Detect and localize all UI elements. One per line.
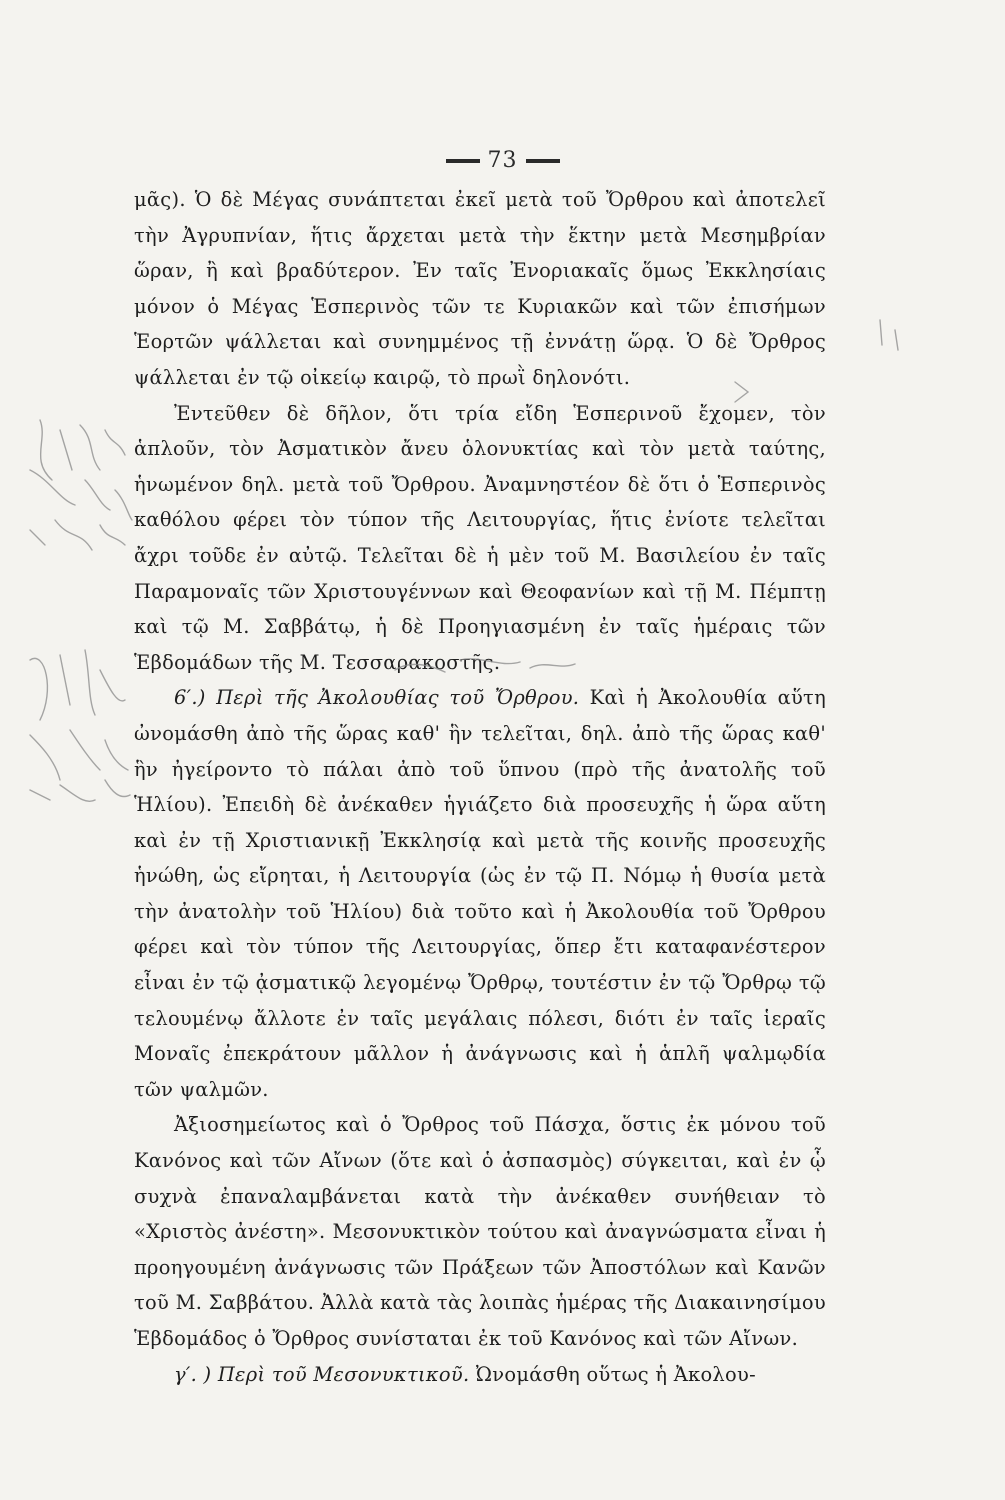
paragraph-3-text: Καὶ ἡ Ἀκολουθία αὕτη ὠνομάσθη ἀπὸ τῆς ὥρας καθ' ἣν τελεῖται, δηλ. ἀπὸ τῆς ὥρας καθ' ἣν ἠγείροντο τὸ πάλαι ἀπὸ τοῦ ὕπνου (πρὸ τῆς ἀνατολῆς τοῦ Ἡλίου). Ἐπειδὴ δὲ ἀνέκαθεν ἡγιάζετο διὰ προσευχῆς ἡ ὥρα αὕτη καὶ ἐν τῇ Χριστιανικῇ Ἐκκλησίᾳ καὶ μετὰ τῆς κοινῆς προσευχῆς ἡνώθη, ὡς εἴρηται, ἡ Λειτουργία (ὡς ἐν τῷ Π. Νόμῳ ἡ θυσία μετὰ τὴν ἀνατολὴν τοῦ Ἡλίου) διὰ τοῦτο καὶ ἡ Ἀκολουθία τοῦ Ὄρθρου φέρει καὶ τὸν τύπον τῆς Λειτουργίας, ὅπερ ἔτι καταφανέστερον εἶναι ἐν τῷ ᾀσματικῷ λεγομένῳ Ὄρθρῳ, τουτέστιν ἐν τῷ Ὄρθρῳ τῷ τελουμένῳ ἄλλοτε ἐν ταῖς μεγάλαις πόλεσι, διότι ἐν ταῖς ἱεραῖς Μοναῖς ἐπεκράτουν μᾶλλον ἡ ἀνάγνωσις καὶ ἡ ἁπλῆ ψαλμῳδία τῶν ψαλμῶν. [134,686,826,1101]
paragraph-4-text: Ἀξιοσημείωτος καὶ ὁ Ὄρθρος τοῦ Πάσχα, ὅστις ἐκ μόνου τοῦ Κανόνος καὶ τῶν Αἴνων (ὅτε καὶ ὁ ἀσπασμὸς) σύγκειται, καὶ ἐν ᾧ συχνὰ ἐπαναλαμβάνεται κατὰ τὴν ἀνέκαθεν συνήθειαν τὸ «Χριστὸς ἀνέστη». Μεσονυκτικὸν τούτου καὶ ἀναγνώσματα εἶναι ἡ προηγουμένη ἀνάγνωσις τῶν Πράξεων τῶν Ἀποστόλων καὶ Κανῶν τοῦ Μ. Σαββάτου. Ἀλλὰ κατὰ τὰς λοιπὰς ἡμέρας τῆς Διακαινησίμου Ἑβδομάδος ὁ Ὄρθρος συνίσταται ἐκ τοῦ Κανόνος καὶ τῶν Αἴνων. [134,1113,826,1350]
margin-scribble-4 [30,650,125,720]
paragraph-3 [134,680,826,1107]
margin-scribble-5 [30,730,128,780]
section-heading-mesonyktikon: γ′. ) Περὶ τοῦ Μεσονυκτικοῦ. [174,1362,470,1386]
paragraph-2-text: Ἐντεῦθεν δὲ δῆλον, ὅτι τρία εἴδη Ἑσπερινοῦ ἔχομεν, τὸν ἁπλοῦν, τὸν Ἀσματικὸν ἄνευ ὁλονυκτίας καὶ τὸν μετὰ ταύτης, ἡνωμένον δηλ. μετὰ τοῦ Ὄρθρου. Ἀναμνηστέον δὲ ὅτι ὁ Ἑσπερινὸς καθόλου φέρει τὸν τύπον τῆς Λειτουργίας, ἥτις ἐνίοτε τελεῖται ἄχρι τοῦδε ἐν αὐτῷ. Τελεῖται δὲ ἡ μὲν τοῦ Μ. Βασιλείου ἐν ταῖς Παραμοναῖς τῶν Χριστουγέννων καὶ Θεοφανίων καὶ τῇ Μ. Πέμπτῃ καὶ τῷ Μ. Σαββάτῳ, ἡ δὲ Προηγιασμένη ἐν ταῖς ἡμέραις τῶν Ἑβδομάδων τῆς Μ. Τεσσαρακοστῆς. [134,401,826,674]
paragraph-4 [134,1107,826,1356]
section-heading-orthros: 6′.) Περὶ τῆς Ἀκολουθίας τοῦ Ὄρθρου. [174,686,580,710]
body-text [134,182,826,1392]
page-number-dash-right [526,159,560,163]
paragraph-1-text: μᾶς). Ὁ δὲ Μέγας συνάπτεται ἐκεῖ μετὰ τοῦ Ὄρθρου καὶ ἀποτελεῖ τὴν Ἀγρυπνίαν, ἥτις ἄρχεται μετὰ τὴν ἕκτην μετὰ Μεσημβρίαν ὥραν, ἢ καὶ βραδύτερον. Ἐν ταῖς Ἐνοριακαῖς ὅμως Ἐκκλησίαις μόνον ὁ Μέγας Ἑσπερινὸς τῶν τε Κυριακῶν καὶ τῶν ἐπισήμων Ἑορτῶν ψάλλεται καὶ συνημμένος τῇ ἐννάτῃ ὥρᾳ. Ὁ δὲ Ὄρθρος ψάλλεται ἐν τῷ οἰκείῳ καιρῷ, τὸ πρωῒ δηλονότι. [134,188,826,389]
page-number-value: 73 [487,148,518,173]
margin-scribble-2 [30,470,132,520]
margin-scribble-6 [30,780,130,801]
page-number [0,148,1005,173]
paragraph-5 [134,1357,826,1393]
paragraph-1 [134,182,826,396]
margin-mark-right [880,320,898,350]
paragraph-5-text: Ὠνομάσθη οὕτως ἡ Ἀκολου- [469,1362,756,1386]
margin-scribble-3 [30,520,125,550]
margin-scribble-1 [40,420,125,480]
page-number-dash-left [446,159,480,163]
paragraph-2 [134,396,826,681]
